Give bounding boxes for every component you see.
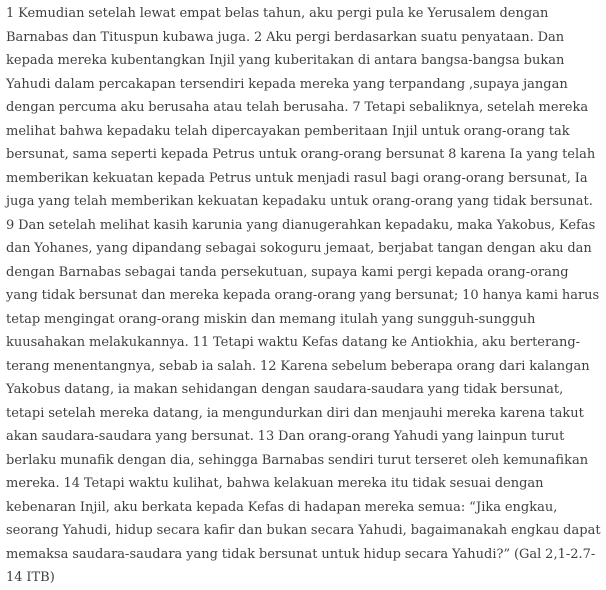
scripture-passage: 1 Kemudian setelah lewat empat belas tahun, aku pergi pula ke Yerusalem dengan Barnabas dan Tituspun kubawa juga. 2 Aku pergi berdasarkan suatu penyataan. Dan kepada mereka kubentangkan Injil yang kuberitakan di antara bangsa-bangsa bukan Yahudi dalam percakapan tersendiri kepada mereka yang terpandang ,supaya jangan dengan percuma aku berusaha atau telah berusaha. 7 Tetapi sebaliknya, setelah mereka melihat bahwa kepadaku telah dipercayakan pemberitaan Injil untuk orang-orang tak bersunat, sama seperti kepada Petrus untuk orang-orang bersunat 8 karena Ia yang telah memberikan kekuatan kepada Petrus untuk menjadi rasul bagi orang-orang bersunat, Ia juga yang telah memberikan kekuatan kepadaku untuk orang-orang yang tidak bersunat. 9 Dan setelah melihat kasih karunia yang dianugerahkan kepadaku, maka Yakobus, Kefas dan Yohanes, yang dipandang sebagai sokoguru jemaat, berjabat tangan dengan aku dan dengan Barnabas sebagai tanda persekutuan, supaya kami pergi kepada orang-orang yang tidak bersunat dan mereka kepada orang-orang yang bersunat; 10 hanya kami harus tetap mengingat orang-orang miskin dan memang itulah yang sungguh-sungguh kuusahakan melakukannya. 11 Tetapi waktu Kefas datang ke Antiokhia, aku berterang-terang menentangnya, sebab ia salah. 12 Karena sebelum beberapa orang dari kalangan Yakobus datang, ia makan sehidangan dengan saudara-saudara yang tidak bersunat, tetapi setelah mereka datang, ia mengundurkan diri dan menjauhi mereka karena takut akan saudara-saudara yang bersunat. 13 Dan orang-orang Yahudi yang lainpun turut berlaku munafik dengan dia, sehingga Barnabas sendiri turut terseret oleh kemunafikan mereka. 14 Tetapi waktu kulihat, bahwa kelakuan mereka itu tidak sesuai dengan kebenaran Injil, aku berkata kepada Kefas di hadapan mereka semua: “Jika engkau, seorang Yahudi, hidup secara kafir dan bukan secara Yahudi, bagaimanakah engkau dapat memaksa saudara-saudara yang tidak bersunat untuk hidup secara Yahudi?” (Gal 2,1-2.7-14 ITB): [6, 6, 601, 585]
